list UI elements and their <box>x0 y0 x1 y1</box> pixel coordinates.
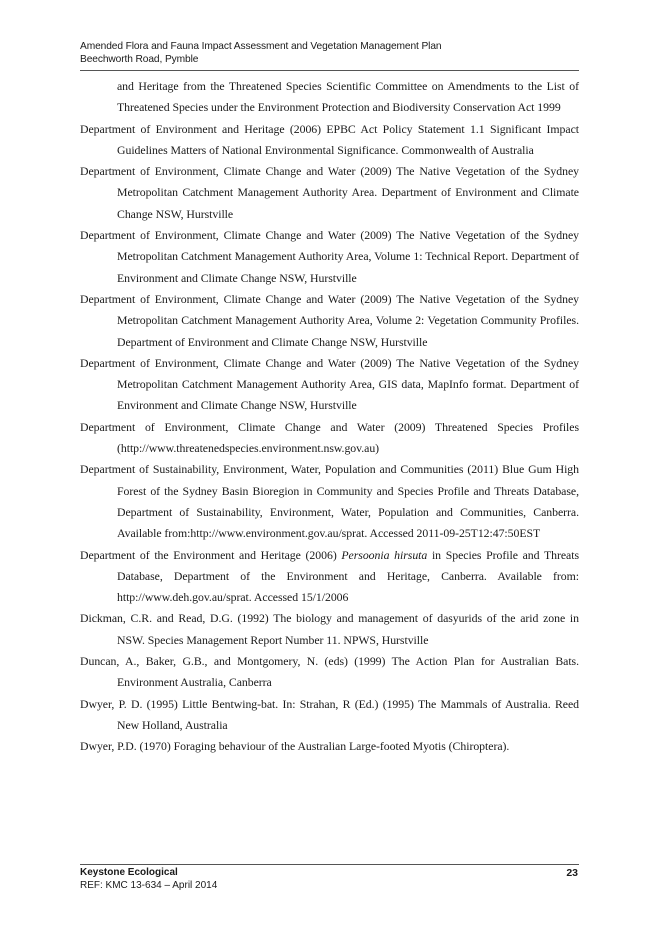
reference-entry: Department of Environment, Climate Change and Water (2009) The Native Vegetation of the Sydney Metropolitan Catchment Management Authority Area, Volume 2: Vegetation Community Profiles. Department of Environment and Climate Change NSW, Hurstville <box>80 291 579 349</box>
reference-entry: and Heritage from the Threatened Species Scientific Committee on Amendments to the List of Threatened Species under the Environment Protection and Biodiversity Conservation Act 1999 <box>117 79 579 115</box>
page-footer <box>80 867 217 892</box>
footer-organisation: Keystone Ecological <box>80 867 178 878</box>
species-name: Persoonia hirsuta <box>341 547 428 562</box>
header-title: Amended Flora and Fauna Impact Assessment and Vegetation Management Plan <box>80 41 442 52</box>
reference-entry: Duncan, A., Baker, G.B., and Montgomery, N. (eds) (1999) The Action Plan for Australian Bats. Environment Australia, Canberra <box>80 654 579 690</box>
footer-divider <box>80 864 579 865</box>
reference-entry: Department of Environment, Climate Change and Water (2009) The Native Vegetation of the Sydney Metropolitan Catchment Management Authority Area. Department of Environment and Climate Change NSW, Hurstville <box>80 164 579 221</box>
header-divider <box>80 70 579 71</box>
reference-entry: Dwyer, P. D. (1995) Little Bentwing-bat. In: Strahan, R (Ed.) (1995) The Mammals of Australia. Reed New Holland, Australia <box>80 696 579 732</box>
reference-entry: Department of Sustainability, Environment, Water, Population and Communities (2011) Blue Gum High Forest of the Sydney Basin Bioregion in Community and Species Profile and Threats Database, Department of Sustainability, Environment, Water, Population and Communities, Canberra. Available from:http://www.environment.gov.au/sprat. Accessed 2011-09-25T12:47:50EST <box>80 462 579 541</box>
reference-entry: Dwyer, P.D. (1970) Foraging behaviour of the Australian Large-footed Myotis (Chiroptera). <box>80 739 510 754</box>
footer-reference: REF: KMC 13-634 – April 2014 <box>80 879 218 891</box>
reference-text: Department of the Environment and Heritage (2006) <box>80 547 342 562</box>
reference-list <box>80 76 579 758</box>
reference-entry: Department of Environment, Climate Change and Water (2009) The Native Vegetation of the Sydney Metropolitan Catchment Management Authority Area, GIS data, MapInfo format. Department of Environment and Climate Change NSW, Hurstville <box>80 355 579 413</box>
reference-entry: Dickman, C.R. and Read, D.G. (1992) The biology and management of dasyurids of the arid zone in NSW. Species Management Report Number 11. NPWS, Hurstville <box>80 611 579 647</box>
reference-entry: Department of Environment and Heritage (2006) EPBC Act Policy Statement 1.1 Significant Impact Guidelines Matters of National Environmental Significance. Commonwealth of Australia <box>80 121 579 157</box>
reference-entry: Department of Environment, Climate Change and Water (2009) The Native Vegetation of the Sydney Metropolitan Catchment Management Authority Area, Volume 1: Technical Report. Department of Environment and Climate Change NSW, Hurstville <box>80 228 579 285</box>
reference-entry <box>80 545 579 609</box>
page-number: 23 <box>566 867 578 879</box>
reference-entry: Department of Environment, Climate Change and Water (2009) Threatened Species Profiles (http://www.threatenedspecies.environment.nsw.gov.au) <box>80 419 579 456</box>
page-header <box>80 41 579 66</box>
reference-text: in Species Profile and Threats Database, Department of the Environment and Heritage, Canberra. Available from: http://www.deh.gov.au/sprat. Accessed 15/1/2006 <box>117 547 579 605</box>
header-location: Beechworth Road, Pymble <box>80 53 199 65</box>
